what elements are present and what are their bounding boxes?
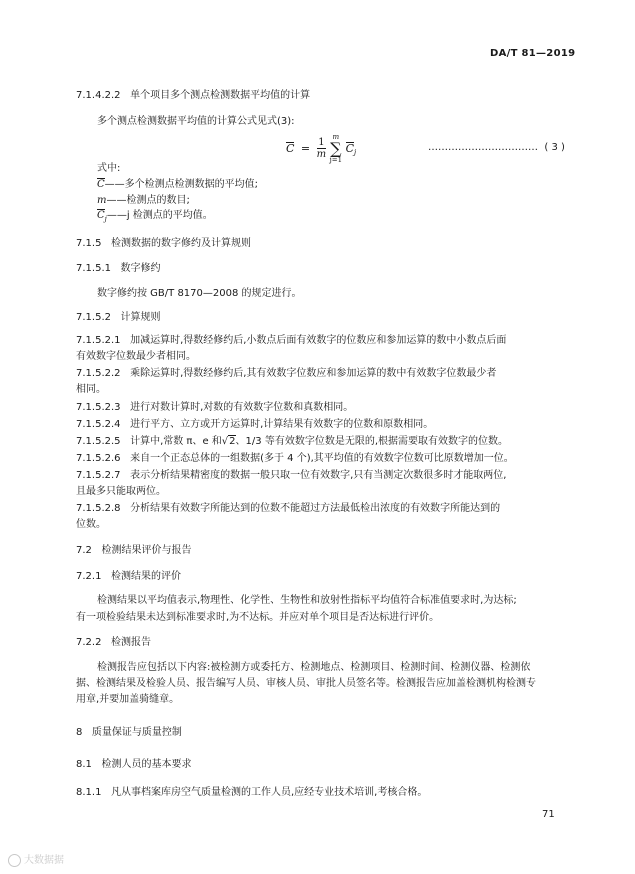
sum-sign: ∑ — [330, 139, 342, 158]
section-number: 7.1.5 — [76, 238, 102, 249]
rule-text: 进行对数计算时,对数的有效数字位数和真数相同。 — [130, 402, 354, 413]
fraction-numerator: 1 — [318, 137, 325, 148]
def-symbol-sub: j — [104, 215, 107, 223]
section-number: 7.2 — [76, 545, 92, 556]
sum-lower-limit: j=1 — [329, 156, 343, 164]
clause-text: 凡从事档案库房空气质量检测的工作人员,应经专业技术培训,考核合格。 — [111, 787, 428, 798]
rule-number: 7.1.5.2.4 — [76, 419, 121, 430]
section-number: 7.2.2 — [76, 637, 102, 648]
rule-text: 来自一个正态总体的一组数据(多于 4 个),其平均值的有效数字位数可比原数增加一位。 — [130, 453, 514, 464]
formula-3 — [286, 133, 356, 164]
formula-term: C — [345, 141, 355, 155]
formula-leader — [428, 141, 565, 154]
heading-7152 — [76, 311, 161, 324]
section-title: 检测报告 — [111, 637, 151, 648]
sqrt-sign: √ — [221, 436, 229, 447]
rule-text-cont: 位数。 — [76, 519, 106, 530]
heading-71422 — [76, 89, 310, 102]
rule-text: 乘除运算时,得数经修约后,其有效数字位数应和参加运算的数中有效数字位数最少者 — [130, 368, 497, 379]
section-number: 7.1.4.2.2 — [76, 90, 121, 101]
watermark — [8, 851, 64, 867]
standard-id: DA/T 81—2019 — [490, 48, 576, 59]
formula-equals: = — [300, 141, 311, 155]
rule-text-cont: 且最多只能取两位。 — [76, 486, 166, 497]
section-title: 检测结果评价与报告 — [101, 545, 192, 556]
heading-715 — [76, 237, 251, 250]
section-title: 数字修约 — [120, 263, 161, 274]
def-symbol: m — [97, 195, 107, 206]
page-number: 71 — [542, 809, 555, 820]
heading-81 — [76, 758, 191, 771]
heading-8 — [76, 726, 182, 739]
rule-text-cont: 有效数字位数最少者相同。 — [76, 351, 196, 362]
rule-item — [76, 452, 514, 465]
report-text-cont: 据、检测结果及检验人员、报告编写人员、审核人员、审批人员签名等。检测报告应加盖检测机构检测专 — [76, 678, 536, 689]
section-number: 7.1.5.1 — [76, 263, 111, 274]
section-number: 7.1.5.2 — [76, 312, 111, 323]
def-symbol: C — [97, 179, 105, 190]
sqrt-radicand: 2 — [229, 436, 236, 447]
heading-7151 — [76, 262, 161, 275]
rule-number: 7.1.5.2.5 — [76, 436, 121, 447]
rule-text-cont: 相同。 — [76, 384, 106, 395]
section-number: 8.1.1 — [76, 787, 102, 798]
section-title: 质量保证与质量控制 — [91, 727, 182, 738]
heading-72 — [76, 544, 191, 557]
watermark-logo-icon — [8, 854, 21, 867]
def-row — [97, 194, 190, 207]
def-row — [97, 178, 258, 191]
rule-number: 7.1.5.2.8 — [76, 503, 121, 514]
rule-number: 7.1.5.2.3 — [76, 402, 121, 413]
formula-label: ( 3 ) — [544, 142, 565, 153]
heading-722 — [76, 636, 151, 649]
rule-text: 加减运算时,得数经修约后,小数点后面有效数字的位数应和参加运算的数中小数点后面 — [130, 335, 507, 346]
formula-intro: 多个测点检测数据平均值的计算公式见式(3): — [97, 116, 295, 127]
section-number: 8 — [76, 727, 83, 738]
section-title: 计算规则 — [120, 312, 161, 323]
rule-item — [76, 367, 496, 380]
def-symbol: C — [97, 210, 105, 221]
evaluation-text-cont: 有一项检验结果未达到标准要求时,为不达标。并应对单个项目是否达标进行评价。 — [76, 612, 440, 623]
rule-item — [76, 401, 353, 414]
section-title: 检测结果的评价 — [111, 571, 181, 582]
rule-number: 7.1.5.2.1 — [76, 335, 121, 346]
where-label: 式中: — [97, 163, 121, 174]
formula-lhs: C — [286, 141, 295, 155]
rule-text: 进行平方、立方或开方运算时,计算结果有效数字的位数和原数相同。 — [130, 419, 434, 430]
heading-721 — [76, 570, 181, 583]
rule-item — [76, 435, 508, 448]
formula-fraction — [317, 137, 326, 160]
def-text: ——j 检测点的平均值。 — [106, 210, 213, 221]
rule-text-b: 、1/3 等有效数字位数是无限的,根据需要取有效数字的位数。 — [235, 436, 508, 447]
rule-number: 7.1.5.2.7 — [76, 470, 121, 481]
section-title: 检测数据的数字修约及计算规则 — [111, 238, 251, 249]
def-text: ——多个检测点检测数据的平均值; — [104, 179, 259, 190]
rule-number: 7.1.5.2.6 — [76, 453, 121, 464]
formula-dots: …………………………… — [428, 142, 538, 153]
rule-item — [76, 469, 506, 482]
fraction-denominator: m — [316, 149, 327, 160]
section-title: 单个项目多个测点检测数据平均值的计算 — [130, 90, 311, 101]
rule-text-a: 计算中,常数 π、e 和 — [130, 436, 222, 447]
section-title: 检测人员的基本要求 — [101, 759, 192, 770]
report-text-cont: 用章,并要加盖骑缝章。 — [76, 694, 180, 705]
section-number: 7.2.1 — [76, 571, 102, 582]
report-text: 检测报告应包括以下内容:被检测方或委托方、检测地点、检测项目、检测时间、检测仪器、检测依 — [97, 662, 531, 673]
rule-item — [76, 502, 500, 515]
rule-item — [76, 418, 433, 431]
rounding-text: 数字修约按 GB/T 8170—2008 的规定进行。 — [97, 288, 302, 299]
watermark-text: 大数据据 — [24, 855, 64, 866]
evaluation-text: 检测结果以平均值表示,物理性、化学性、生物性和放射性指标平均值符合标准值要求时,为达标; — [97, 595, 517, 606]
section-number: 8.1 — [76, 759, 92, 770]
sum-upper-limit: m — [332, 133, 340, 141]
rule-text: 分析结果有效数字所能达到的位数不能超过方法最低检出浓度的有效数字所能达到的 — [130, 503, 501, 514]
clause-811 — [76, 786, 427, 799]
rule-number: 7.1.5.2.2 — [76, 368, 121, 379]
rule-text: 表示分析结果精密度的数据一般只取一位有效数字,只有当测定次数很多时才能取两位, — [130, 470, 507, 481]
def-row — [97, 209, 213, 226]
def-text: ——检测点的数目; — [106, 195, 190, 206]
formula-term-sub: j — [354, 148, 357, 157]
rule-item — [76, 334, 506, 347]
summation — [330, 133, 343, 164]
